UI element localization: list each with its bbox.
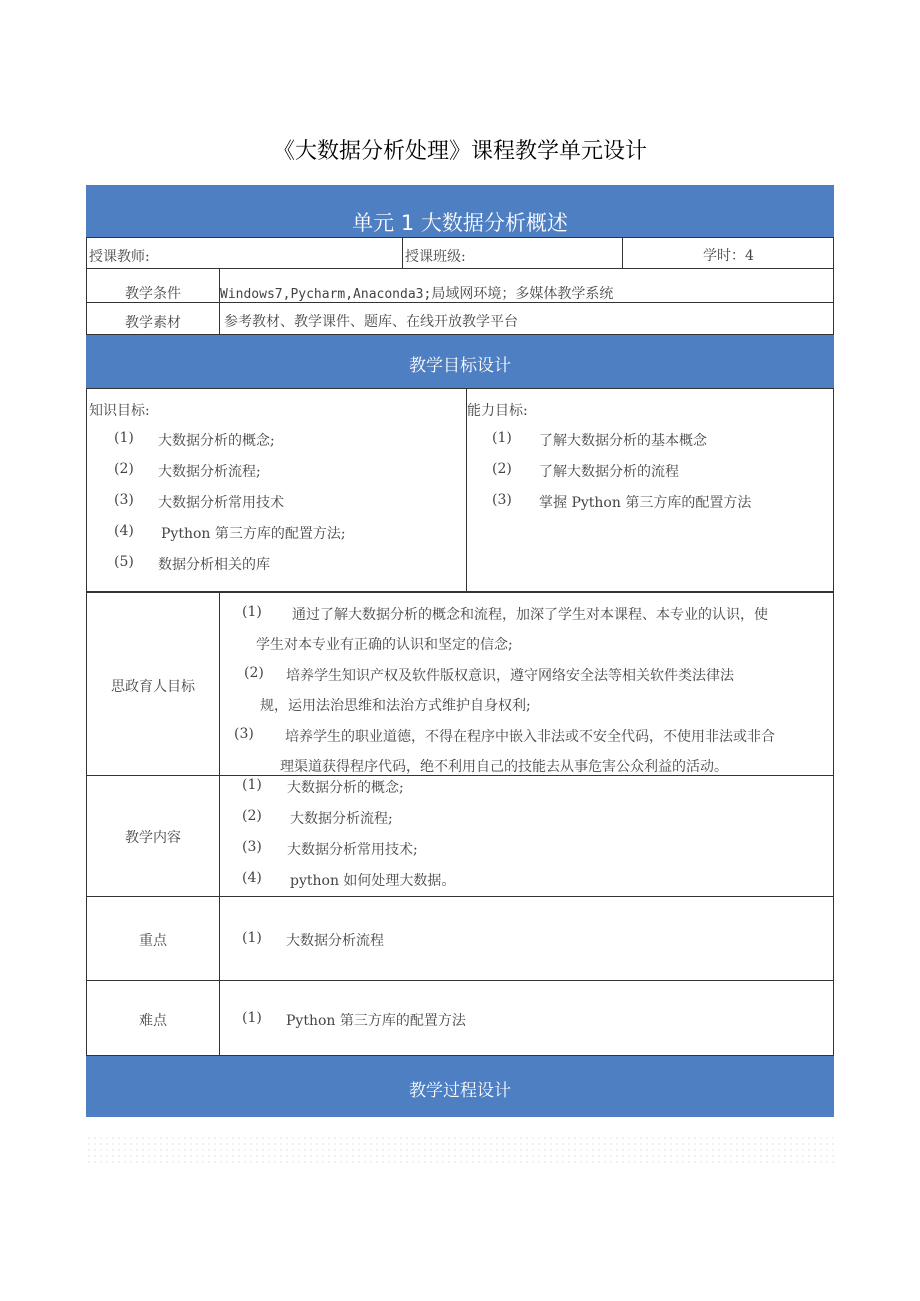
key-points-label: 重点 — [139, 933, 167, 949]
document-title: 《大数据分析处理》课程教学单元设计 — [272, 139, 647, 164]
ability-label: 能力目标: — [467, 403, 528, 419]
knowledge-label: 知识目标: — [89, 403, 150, 419]
ability-item-2-num: (2) — [492, 461, 512, 477]
knowledge-item-5: 数据分析相关的库 — [158, 557, 270, 573]
process-band — [86, 1056, 834, 1117]
knowledge-item-4-num: (4) — [114, 523, 134, 539]
ideology-item-2-line1: 培养学生知识产权及软件版权意识，遵守网络安全法等相关软件类法律法 — [286, 668, 734, 684]
content-item-3: 大数据分析常用技术; — [287, 842, 418, 858]
conditions-software: Windows7,Pycharm,Anaconda3; — [220, 287, 432, 302]
content-item-4: python 如何处理大数据。 — [290, 873, 456, 889]
key-points-num: (1) — [242, 930, 262, 946]
content-item-1-num: (1) — [242, 777, 262, 793]
content-item-1: 大数据分析的概念; — [287, 780, 404, 796]
ideology-label: 思政育人目标 — [111, 679, 195, 695]
difficulties-value-cell — [219, 980, 834, 1056]
materials-value: 参考教材、教学课件、题库、在线开放教学平台 — [224, 314, 518, 330]
content-label-cell — [86, 775, 220, 897]
ideology-item-2-num: (2) — [244, 665, 264, 681]
ability-item-1: 了解大数据分析的基本概念 — [539, 433, 707, 449]
ideology-item-3-line1: 培养学生的职业道德，不得在程序中嵌入非法或不安全代码，不使用非法或非合 — [285, 729, 775, 745]
knowledge-item-1-num: (1) — [114, 430, 134, 446]
ideology-item-1-line2: 学生对本专业有正确的认识和坚定的信念; — [256, 637, 513, 653]
ability-item-2: 了解大数据分析的流程 — [539, 464, 679, 480]
ideology-item-3-num: (3) — [234, 726, 254, 742]
hours-label: 学时：4 — [703, 248, 754, 264]
content-value-cell — [219, 775, 834, 897]
knowledge-item-2-num: (2) — [114, 461, 134, 477]
key-points-label-cell — [86, 896, 220, 981]
knowledge-item-3-num: (3) — [114, 492, 134, 508]
objectives-band — [86, 335, 834, 388]
process-header: 教学过程设计 — [409, 1081, 511, 1101]
materials-label-cell — [86, 302, 220, 335]
ability-item-1-num: (1) — [492, 430, 512, 446]
ideology-item-1-line1: 通过了解大数据分析的概念和流程，加深了学生对本课程、本专业的认识，使 — [292, 607, 768, 623]
ideology-item-3-line2: 理渠道获得程序代码，绝不利用自己的技能去从事危害公众利益的活动。 — [280, 759, 728, 775]
conditions-label-cell — [86, 268, 220, 303]
ideology-item-1-num: (1) — [242, 604, 262, 620]
content-item-3-num: (3) — [242, 839, 262, 855]
difficulties-num: (1) — [242, 1010, 262, 1026]
content-item-2-num: (2) — [242, 808, 262, 824]
key-points-text: 大数据分析流程 — [286, 933, 384, 949]
footer-texture — [86, 1135, 834, 1165]
knowledge-item-3: 大数据分析常用技术 — [158, 495, 284, 511]
difficulties-label: 难点 — [139, 1013, 167, 1029]
teacher-cell — [86, 237, 403, 269]
class-label: 授课班级: — [405, 249, 466, 265]
ideology-item-2-line2: 规，运用法治思维和法治方式维护自身权利; — [260, 698, 531, 714]
conditions-label: 教学条件 — [125, 286, 181, 302]
conditions-environment: 局域网环境；多媒体教学系统 — [431, 286, 614, 302]
class-cell — [402, 237, 623, 269]
content-label: 教学内容 — [125, 830, 181, 846]
knowledge-item-5-num: (5) — [114, 554, 134, 570]
ideology-label-cell — [86, 592, 220, 776]
ability-item-3-num: (3) — [492, 492, 512, 508]
ideology-value-cell — [219, 592, 834, 776]
content-item-2: 大数据分析流程; — [290, 811, 393, 827]
difficulties-label-cell — [86, 980, 220, 1056]
ability-item-3: 掌握 Python 第三方库的配置方法 — [539, 495, 752, 511]
knowledge-item-4: Python 第三方库的配置方法; — [161, 526, 346, 542]
hours-cell — [622, 237, 834, 269]
knowledge-objectives-cell — [86, 388, 467, 592]
materials-label: 教学素材 — [125, 315, 181, 331]
key-points-value-cell — [219, 896, 834, 981]
unit-title: 单元 1 大数据分析概述 — [352, 211, 568, 235]
content-item-4-num: (4) — [242, 870, 262, 886]
objectives-header: 教学目标设计 — [409, 356, 511, 376]
knowledge-item-2: 大数据分析流程; — [158, 464, 261, 480]
unit-title-band — [86, 185, 834, 237]
conditions-value — [220, 283, 613, 303]
materials-value-cell — [219, 302, 834, 335]
conditions-value-cell — [219, 268, 834, 303]
knowledge-item-1: 大数据分析的概念; — [158, 433, 275, 449]
teacher-label: 授课教师: — [89, 249, 150, 265]
difficulties-text: Python 第三方库的配置方法 — [286, 1013, 466, 1029]
ability-objectives-cell — [466, 388, 834, 592]
